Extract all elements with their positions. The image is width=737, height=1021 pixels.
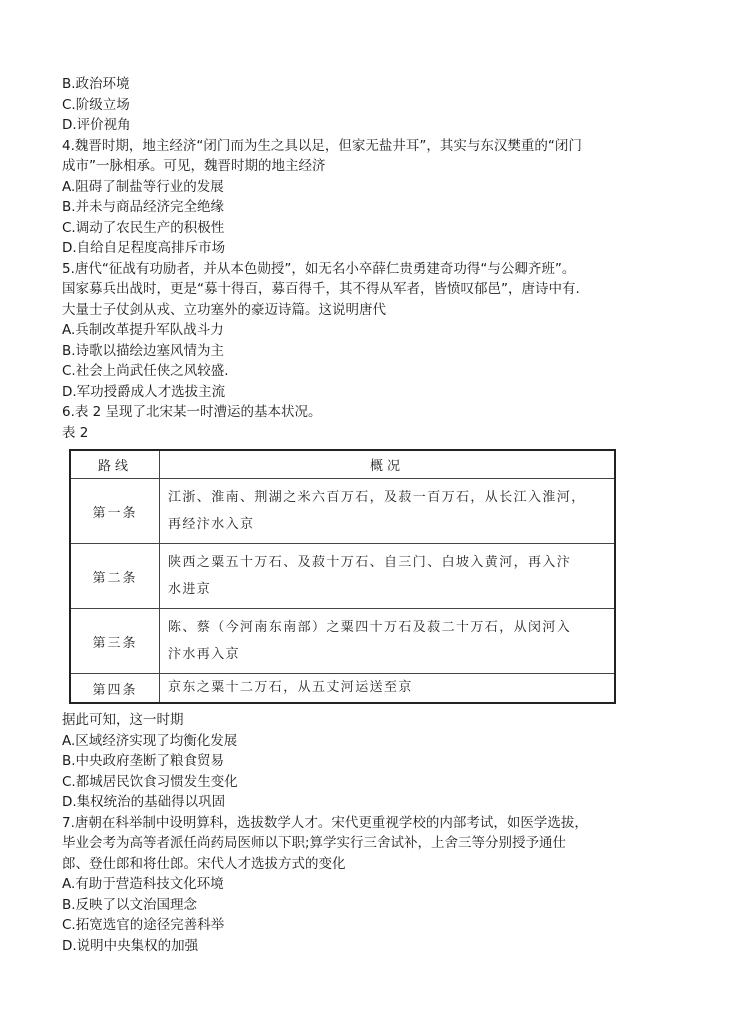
text-line: A.兵制改革提升军队战斗力	[62, 322, 224, 338]
question-text-bottom	[62, 710, 622, 956]
question-text-top	[62, 74, 622, 443]
text-line: 5.唐代“征战有功励者，并从本色勋授”，如无名小卒薛仁贵勇建奇功得“与公卿齐班”。	[62, 260, 576, 277]
text-line: C.都城居民饮食习惯发生变化	[62, 773, 238, 790]
desc-line: 陈、蔡（今河南东南部）之粟四十万石及菽二十万石，从闵河入	[168, 620, 572, 635]
text-line: C.拓宽选官的途径完善科举	[62, 917, 225, 933]
text-line: 大量士子仗剑从戎、立功塞外的豪迈诗篇。这说明唐代	[62, 301, 386, 318]
desc-cell	[160, 609, 616, 674]
text-line: C.社会上尚武任侠之风较盛.	[62, 363, 229, 379]
text-line: B.政治环境	[62, 76, 130, 92]
text-line: D.说明中央集权的加强	[62, 937, 199, 954]
text-line: D.军功授爵成人才选拔主流	[62, 383, 226, 400]
text-line: D.自给自足程度高排斥市场	[62, 240, 226, 256]
text-line: 国家募兵出战时，更是“募十得百，募百得千，其不得从军者，皆愤叹郁邑”，唐诗中有.	[62, 281, 580, 297]
header-overview: 概况	[160, 450, 616, 479]
desc-line: 汴水再入京	[168, 647, 241, 662]
text-line: B.反映了以文治国理念	[62, 896, 198, 913]
route-cell: 第三条	[70, 609, 160, 674]
text-line: D.集权统治的基础得以巩固	[62, 794, 226, 810]
text-line: A.阻碍了制盐等行业的发展	[62, 178, 224, 195]
text-line: 郎、登仕郎和将仕郎。宋代人才选拔方式的变化	[62, 855, 346, 872]
desc-line: 再经汴水入京	[168, 517, 255, 532]
desc-line: 京东之粟十二万石，从五丈河运送至京	[168, 680, 413, 695]
text-line: B.并未与商品经济完全绝缘	[62, 199, 225, 215]
table-row	[70, 674, 615, 704]
text-line: C.调动了农民生产的积极性	[62, 219, 225, 236]
text-line: B.中央政府垄断了粮食贸易	[62, 753, 225, 769]
document-page	[62, 74, 622, 956]
table-row	[70, 544, 615, 609]
text-line: 成市”一脉相承。可见，魏晋时期的地主经济	[62, 158, 326, 174]
text-line: 4.魏晋时期，地主经济“闭门而为生之具以足，但家无盐井耳”，其实与东汉樊重的“闭门	[62, 137, 582, 154]
text-line: A.有助于营造科技文化环境	[62, 876, 224, 892]
text-line: C.阶级立场	[62, 96, 130, 113]
table-header-row	[70, 450, 615, 479]
text-line: A.区域经济实现了均衡化发展	[62, 732, 238, 749]
desc-line: 陕西之粟五十万石、及菽十万石、自三门、白坡入黄河，再入汴	[168, 555, 572, 570]
desc-cell	[160, 674, 616, 704]
text-line: 6.表 2 呈现了北宋某一时漕运的基本状况。	[62, 404, 322, 420]
text-line: 毕业会考为高等者派任尚药局医师以下职;算学实行三舍试补，上舍三等分别授予通仕	[62, 835, 567, 851]
text-line: 表 2	[62, 424, 89, 441]
desc-cell	[160, 544, 616, 609]
text-line: B.诗歌以描绘边塞风情为主	[62, 342, 225, 359]
header-route: 路线	[70, 450, 160, 479]
table-2	[69, 449, 622, 704]
text-line: D.评价视角	[62, 117, 131, 133]
desc-cell	[160, 479, 616, 544]
route-cell: 第二条	[70, 544, 160, 609]
desc-line: 水进京	[168, 582, 212, 597]
text-line: 7.唐朝在科举制中设明算科，选拔数学人才。宋代更重视学校的内部考试，如医学选拔，	[62, 814, 588, 831]
canal-transport-table	[69, 449, 616, 704]
text-line: 据此可知，这一时期	[62, 712, 184, 728]
route-cell: 第一条	[70, 479, 160, 544]
desc-line: 江浙、淮南、荆湖之米六百万石，及菽一百万石，从长江入淮河，	[168, 490, 586, 505]
route-cell: 第四条	[70, 674, 160, 704]
table-row	[70, 609, 615, 674]
table-row	[70, 479, 615, 544]
